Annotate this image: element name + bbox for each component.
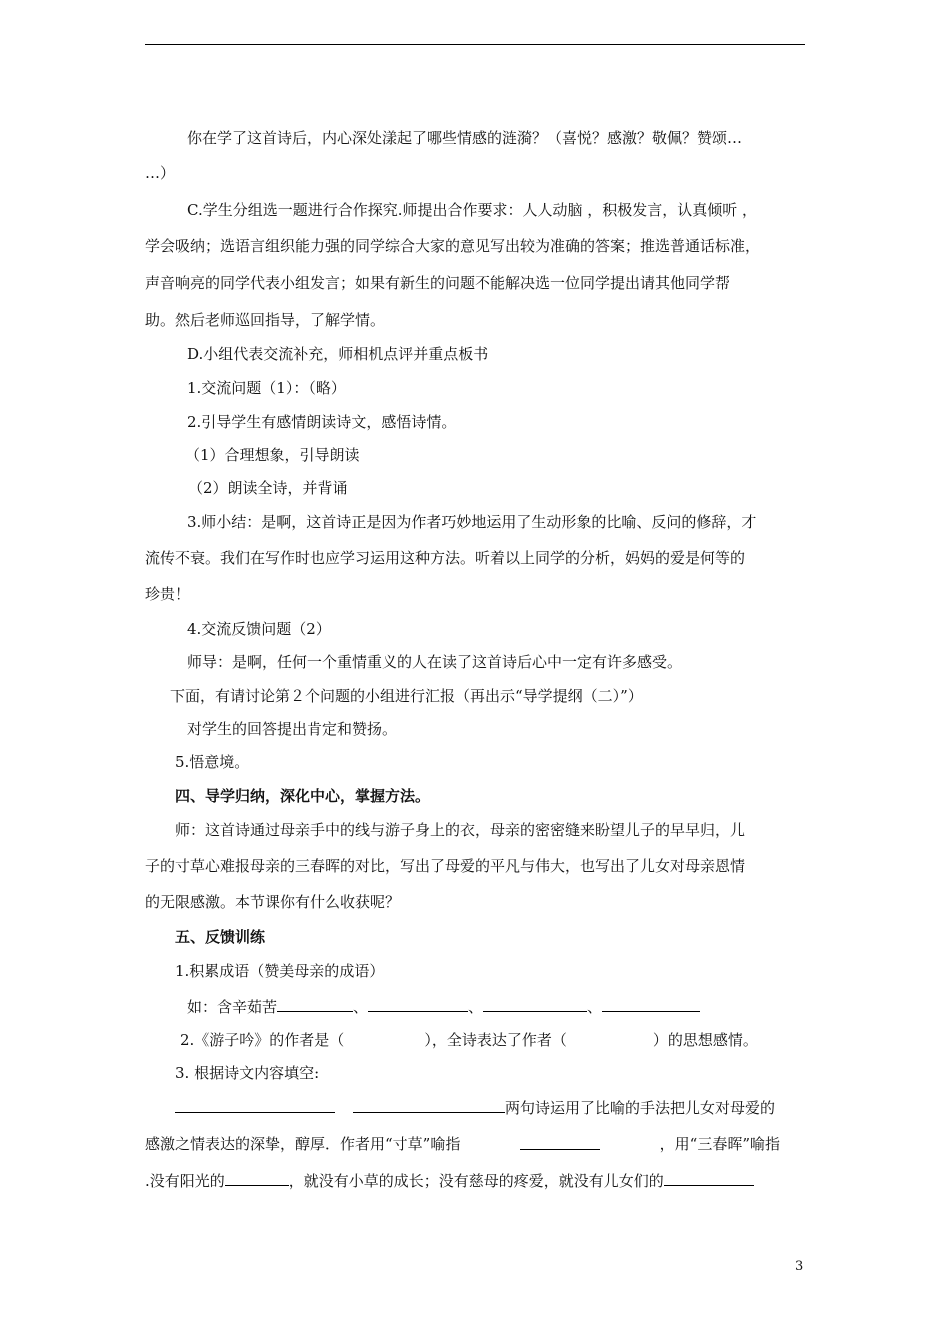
text-line: 1.积累成语（赞美母亲的成语） xyxy=(175,962,385,980)
fill-line xyxy=(145,1134,780,1154)
text-line: 师：这首诗通过母亲手中的线与游子身上的衣，母亲的密密缝来盼望儿子的早早归，儿 xyxy=(175,821,746,839)
text-line: 3.师小结：是啊，这首诗正是因为作者巧妙地运用了生动形象的比喻、反问的修辞，才 xyxy=(187,513,757,531)
text-line: C.学生分组选一题进行合作探究.师提出合作要求：人人动脑 ，积极发言，认真倾听 ， xyxy=(187,201,758,219)
text-line: 珍贵！ xyxy=(145,585,191,603)
answer-blank[interactable] xyxy=(353,1097,505,1113)
header-rule xyxy=(145,44,805,45)
answer-blank[interactable] xyxy=(175,1097,335,1113)
answer-blank[interactable] xyxy=(225,1170,289,1186)
text-line: 3. 根据诗文内容填空: xyxy=(175,1064,320,1082)
fill-text: ，就没有小草的成长；没有慈母的疼爱，就没有儿女们的 xyxy=(288,1172,664,1190)
text-line: 1.交流问题（1）：（略） xyxy=(187,379,346,397)
answer-blank[interactable] xyxy=(483,996,587,1012)
text-line: （2）朗读全诗，并背诵 xyxy=(188,479,348,497)
page-number: 3 xyxy=(795,1259,804,1274)
text-line: 助。然后老师巡回指导，了解学情。 xyxy=(145,311,386,329)
text-line: 学会吸纳；选语言组织能力强的同学综合大家的意见写出较为准确的答案；推选普通话标准， xyxy=(145,237,761,255)
text-line: 流传不衰。我们在写作时也应学习运用这种方法。听着以上同学的分析，妈妈的爱是何等的 xyxy=(145,549,746,567)
separator: 、 xyxy=(353,998,369,1016)
fill-line xyxy=(175,1097,775,1118)
question-text: 2.《游子吟》的作者是（ xyxy=(180,1031,345,1049)
question-text: ），全诗表达了作者（ xyxy=(424,1031,567,1049)
text-line: …） xyxy=(145,164,176,182)
question-text: ）的思想感情。 xyxy=(652,1031,758,1049)
text-line: 2.引导学生有感情朗读诗文，感悟诗情。 xyxy=(187,413,457,431)
fill-text: .没有阳光的 xyxy=(145,1172,225,1190)
answer-blank[interactable] xyxy=(520,1134,600,1150)
idiom-example: 如：含辛茹苦 xyxy=(187,998,278,1016)
text-line: 子的寸草心难报母亲的三春晖的对比，写出了母爱的平凡与伟大，也写出了儿女对母亲恩情 xyxy=(145,857,746,875)
text-line: 5.悟意境。 xyxy=(175,753,250,771)
idiom-fill-line xyxy=(187,996,700,1017)
separator: 、 xyxy=(468,998,484,1016)
separator: 、 xyxy=(587,998,603,1016)
text-line: 对学生的回答提出肯定和赞扬。 xyxy=(187,720,398,738)
text-line: 师导：是啊，任何一个重情重义的人在读了这首诗后心中一定有许多感受。 xyxy=(187,653,683,671)
fill-line xyxy=(145,1170,754,1191)
section-heading: 四、导学归纳，深化中心，掌握方法。 xyxy=(175,787,431,805)
answer-blank[interactable] xyxy=(368,996,468,1012)
section-heading: 五、反馈训练 xyxy=(175,928,266,946)
fill-text: 感激之情表达的深挚，醇厚．作者用“寸草”喻指 xyxy=(145,1135,461,1153)
question-line xyxy=(180,1030,758,1050)
text-line: 声音响亮的同学代表小组发言；如果有新生的问题不能解决选一位同学提出请其他同学帮 xyxy=(145,274,731,292)
fill-text: 两句诗运用了比喻的手法把儿女对母爱的 xyxy=(505,1099,776,1117)
text-line: 下面，有请讨论第２个问题的小组进行汇报（再出示“导学提纲（二）”） xyxy=(170,687,643,705)
answer-blank[interactable] xyxy=(664,1170,754,1186)
answer-blank[interactable] xyxy=(602,996,700,1012)
text-line: 4.交流反馈问题（2） xyxy=(187,620,331,638)
text-line: （1）合理想象，引导朗读 xyxy=(185,446,360,464)
text-line: 的无限感激。本节课你有什么收获呢？ xyxy=(145,893,401,911)
fill-text: ，用“三春晖”喻指 xyxy=(659,1135,780,1153)
text-line: D.小组代表交流补充，师相机点评并重点板书 xyxy=(187,345,489,363)
text-line: 你在学了这首诗后，内心深处漾起了哪些情感的涟漪？（喜悦？感激？敬佩？赞颂… xyxy=(187,129,743,147)
answer-blank[interactable] xyxy=(277,996,353,1012)
